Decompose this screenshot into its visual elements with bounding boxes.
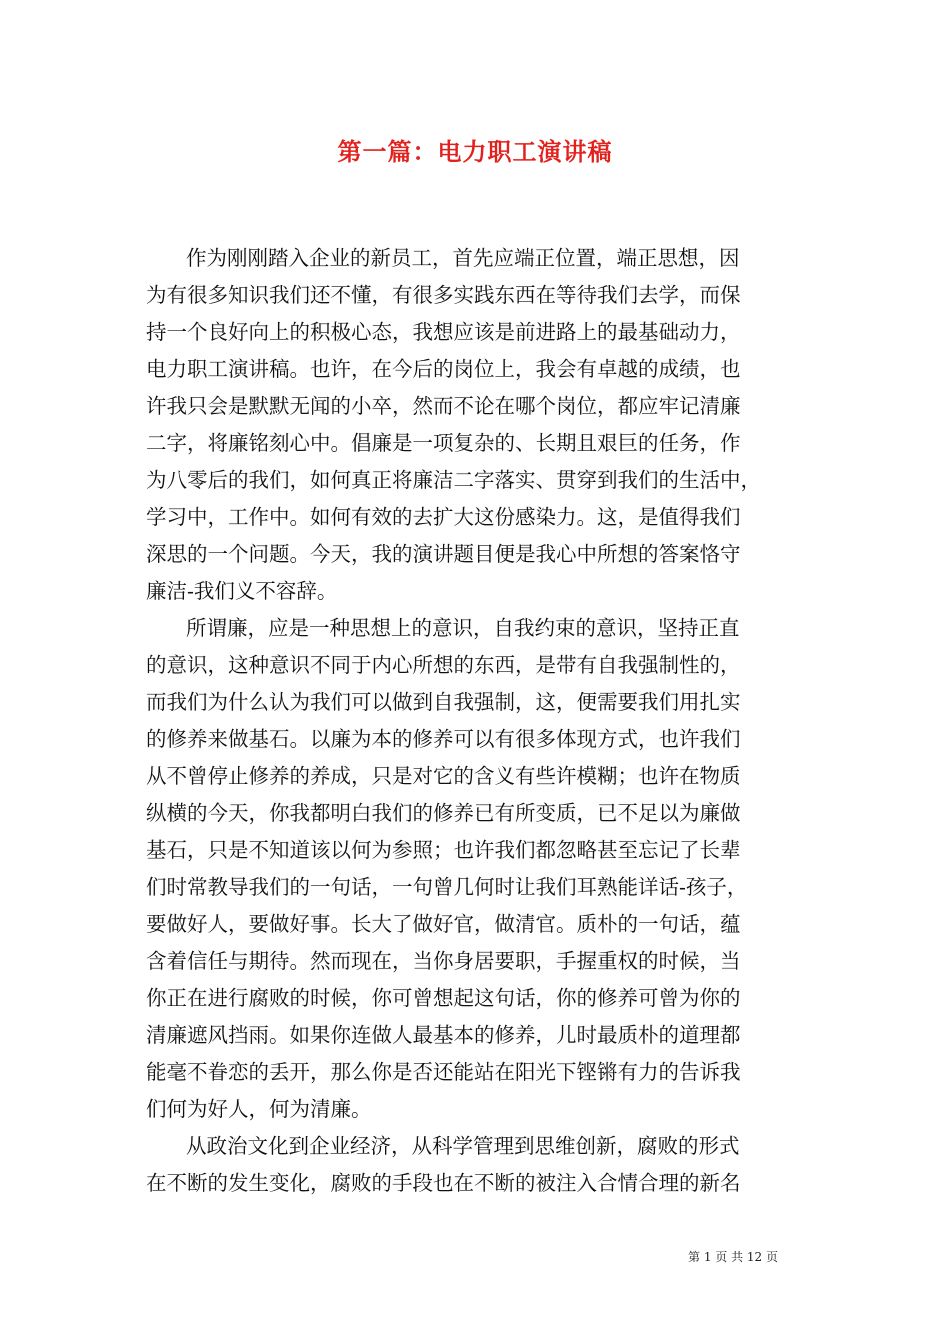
paragraph-line: 许我只会是默默无闻的小卒，然而不论在哪个岗位，都应牢记清廉 (146, 394, 741, 418)
paragraph-line: 的修养来做基石。以廉为本的修养可以有很多体现方式，也许我们 (146, 727, 741, 751)
paragraph-line: 所谓廉，应是一种思想上的意识，自我约束的意识，坚持正直 (186, 616, 740, 640)
paragraph-line: 廉洁-我们义不容辞。 (146, 579, 338, 603)
paragraph-line: 持一个良好向上的积极心态，我想应该是前进路上的最基础动力， (146, 320, 741, 344)
paragraph-line: 在不断的发生变化，腐败的手段也在不断的被注入合情合理的新名 (146, 1171, 741, 1195)
paragraph-line: 二字，将廉铭刻心中。倡廉是一项复杂的、长期且艰巨的任务，作 (146, 431, 741, 455)
paragraph-line: 作为刚刚踏入企业的新员工，首先应端正位置，端正思想，因 (186, 246, 740, 270)
paragraph-line: 含着信任与期待。然而现在，当你身居要职，手握重权的时候，当 (146, 949, 741, 973)
paragraph-line: 基石，只是不知道该以何为参照；也许我们都忽略甚至忘记了长辈 (146, 838, 741, 862)
document-body (146, 240, 806, 1202)
page-footer: 第 1 页 共 12 页 (688, 1250, 778, 1264)
paragraph-line: 为八零后的我们，如何真正将廉洁二字落实、贯穿到我们的生活中， (146, 468, 761, 492)
paragraph-line: 从不曾停止修养的养成，只是对它的含义有些许模糊；也许在物质 (146, 764, 741, 788)
paragraph-line: 深思的一个问题。今天，我的演讲题目便是我心中所想的答案恪守 (146, 542, 741, 566)
paragraph-line: 要做好人，要做好事。长大了做好官，做清官。质朴的一句话，蕴 (146, 912, 741, 936)
document-title: 第一篇：电力职工演讲稿 (337, 137, 613, 166)
paragraph-line: 为有很多知识我们还不懂，有很多实践东西在等待我们去学，而保 (146, 283, 741, 307)
paragraph-line: 你正在进行腐败的时候，你可曾想起这句话，你的修养可曾为你的 (146, 986, 741, 1010)
paragraph-line: 从政治文化到企业经济，从科学管理到思维创新，腐败的形式 (186, 1134, 740, 1158)
paragraph-line: 的意识，这种意识不同于内心所想的东西，是带有自我强制性的， (146, 653, 741, 677)
paragraph-line: 而我们为什么认为我们可以做到自我强制，这，便需要我们用扎实 (146, 690, 741, 714)
paragraph-line: 纵横的今天，你我都明白我们的修养已有所变质，已不足以为廉做 (146, 801, 741, 825)
paragraph-line: 能毫不眷恋的丢开，那么你是否还能站在阳光下铿锵有力的告诉我 (146, 1060, 741, 1084)
paragraph-line: 学习中，工作中。如何有效的去扩大这份感染力。这，是值得我们 (146, 505, 741, 529)
paragraph-line: 们何为好人，何为清廉。 (146, 1097, 372, 1121)
paragraph-line: 们时常教导我们的一句话，一句曾几何时让我们耳熟能详话-孩子， (146, 875, 748, 899)
paragraph-line: 清廉遮风挡雨。如果你连做人最基本的修养，儿时最质朴的道理都 (146, 1023, 741, 1047)
paragraph-line: 电力职工演讲稿。也许，在今后的岗位上，我会有卓越的成绩，也 (146, 357, 741, 381)
